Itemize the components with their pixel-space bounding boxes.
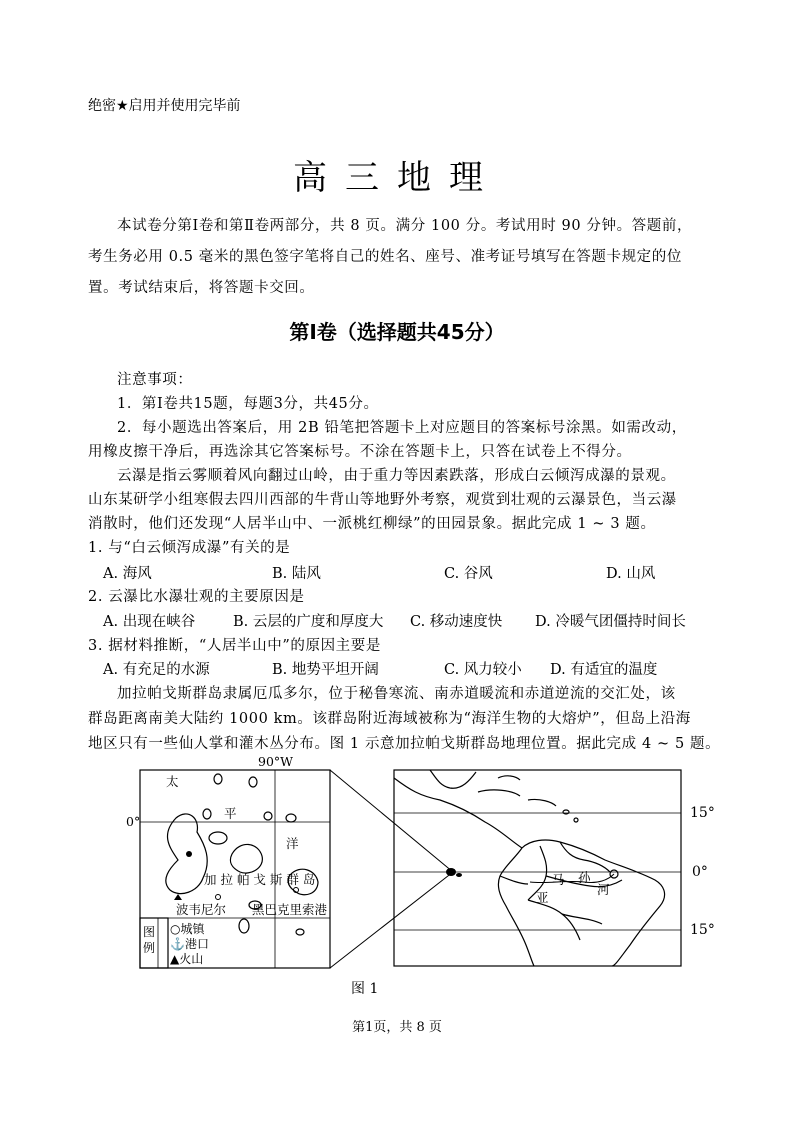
question-1-option-b[interactable]: B. 陆风	[272, 566, 321, 582]
ocean-char-2: 平	[224, 806, 237, 821]
islands-label: 加 拉 帕 戈 斯 群 岛	[204, 872, 316, 887]
ocean-char-1: 太	[166, 774, 179, 789]
intro-line-2: 考生务必用 0.5 毫米的黑色签字笔将自己的姓名、座号、准考证号填写在答题卡规定的位	[88, 249, 682, 265]
question-1-option-d[interactable]: D. 山风	[606, 566, 656, 582]
river-char-2: 孙	[578, 870, 591, 885]
lat-label-15n: 15°	[690, 805, 715, 821]
lat-label-0: 0°	[692, 864, 708, 880]
question-2-stem: 2. 云瀑比水瀑壮观的主要原因是	[88, 589, 305, 605]
material1-line-3: 消散时，他们还发现“人居半山中、一派桃红柳绿”的田园景象。据此完成 1 ~ 3 题。	[88, 516, 656, 532]
question-2-option-b[interactable]: B. 云层的广度和厚度大	[233, 614, 384, 630]
section-title: 第Ⅰ卷（选择题共45分）	[289, 320, 505, 344]
question-3-stem: 3. 据材料推断，“人居半山中”的原因主要是	[88, 638, 381, 654]
intro-line-3: 置。考试结束后，将答题卡交回。	[88, 280, 315, 296]
legend-town: ○城镇	[170, 922, 205, 936]
material2-line-1: 加拉帕戈斯群岛隶属厄瓜多尔，位于秘鲁寒流、南赤道暖流和赤道逆流的交汇处，该	[117, 686, 676, 702]
question-3-option-d[interactable]: D. 有适宜的温度	[550, 662, 658, 678]
town-symbol-icon: ○	[170, 922, 181, 936]
confidential-mark: 绝密★启用并使用完毕前	[88, 98, 241, 114]
legend-title: 图例	[143, 925, 156, 955]
question-2-option-d[interactable]: D. 冷暖气团僵持时间长	[535, 614, 686, 630]
figure-caption: 图 1	[351, 981, 379, 997]
legend-volcano: ▲火山	[170, 952, 204, 966]
town-puerto-baquerizo: 黑巴克里索港	[252, 902, 328, 917]
legend-port: ⚓港口	[170, 937, 209, 951]
town-puerto-villamil: 波韦尼尔	[176, 902, 227, 917]
question-1-option-a[interactable]: A. 海风	[103, 566, 152, 582]
notes-line-3: 用橡皮擦干净后，再选涂其它答案标号。不涂在答题卡上，只答在试卷上不得分。	[88, 444, 632, 460]
question-3-option-b[interactable]: B. 地势平坦开阔	[272, 662, 379, 678]
question-3-option-a[interactable]: A. 有充足的水源	[103, 662, 210, 678]
anchor-icon: ⚓	[170, 937, 185, 951]
material1-line-1: 云瀑是指云雾顺着风向翻过山岭，由于重力等因素跌落，形成白云倾泻成瀑的景观。	[117, 468, 676, 484]
lat-label-15s: 15°	[690, 922, 715, 938]
south-america-map	[394, 770, 681, 966]
longitude-label: 90°W	[258, 754, 294, 769]
river-char-4: 河	[597, 882, 610, 897]
notes-line-2: 2．每小题选出答案后，用 2B 铅笔把答题卡上对应题目的答案标号涂黑。如需改动，	[117, 420, 687, 436]
notes-line-1: 1．第Ⅰ卷共15题，每题3分，共45分。	[117, 396, 379, 412]
material2-line-3: 地区只有一些仙人掌和灌木丛分布。图 1 示意加拉帕戈斯群岛地理位置。据此完成 4 ~ 5 题。	[88, 736, 721, 752]
volcano-icon: ▲	[170, 952, 180, 966]
question-2-option-a[interactable]: A. 出现在峡谷	[103, 614, 196, 630]
material2-line-2: 群岛距离南美大陆约 1000 km。该群岛附近海域被称为“海洋生物的大熔炉”，但岛上沿海	[88, 711, 691, 727]
inset-map	[140, 770, 330, 968]
question-1-option-c[interactable]: C. 谷风	[444, 566, 493, 582]
equator-label-left: 0°	[126, 814, 141, 829]
page-title: 高三地理	[293, 158, 501, 198]
question-2-option-c[interactable]: C. 移动速度快	[410, 614, 503, 630]
notes-heading: 注意事项：	[117, 372, 193, 388]
river-char-1: 马	[552, 872, 565, 887]
question-3-option-c[interactable]: C. 风力较小	[444, 662, 522, 678]
material1-line-2: 山东某研学小组寒假去四川西部的牛背山等地野外考察，观赏到壮观的云瀑景色，当云瀑	[88, 492, 677, 508]
page-footer: 第1页，共 8 页	[352, 1020, 442, 1035]
intro-line-1: 本试卷分第Ⅰ卷和第Ⅱ卷两部分，共 8 页。满分 100 分。考试用时 90 分钟。答题前，	[117, 218, 693, 234]
ocean-char-3: 洋	[286, 836, 299, 851]
question-1-stem: 1. 与“白云倾泻成瀑”有关的是	[88, 540, 291, 556]
river-char-3: 亚	[536, 890, 549, 905]
